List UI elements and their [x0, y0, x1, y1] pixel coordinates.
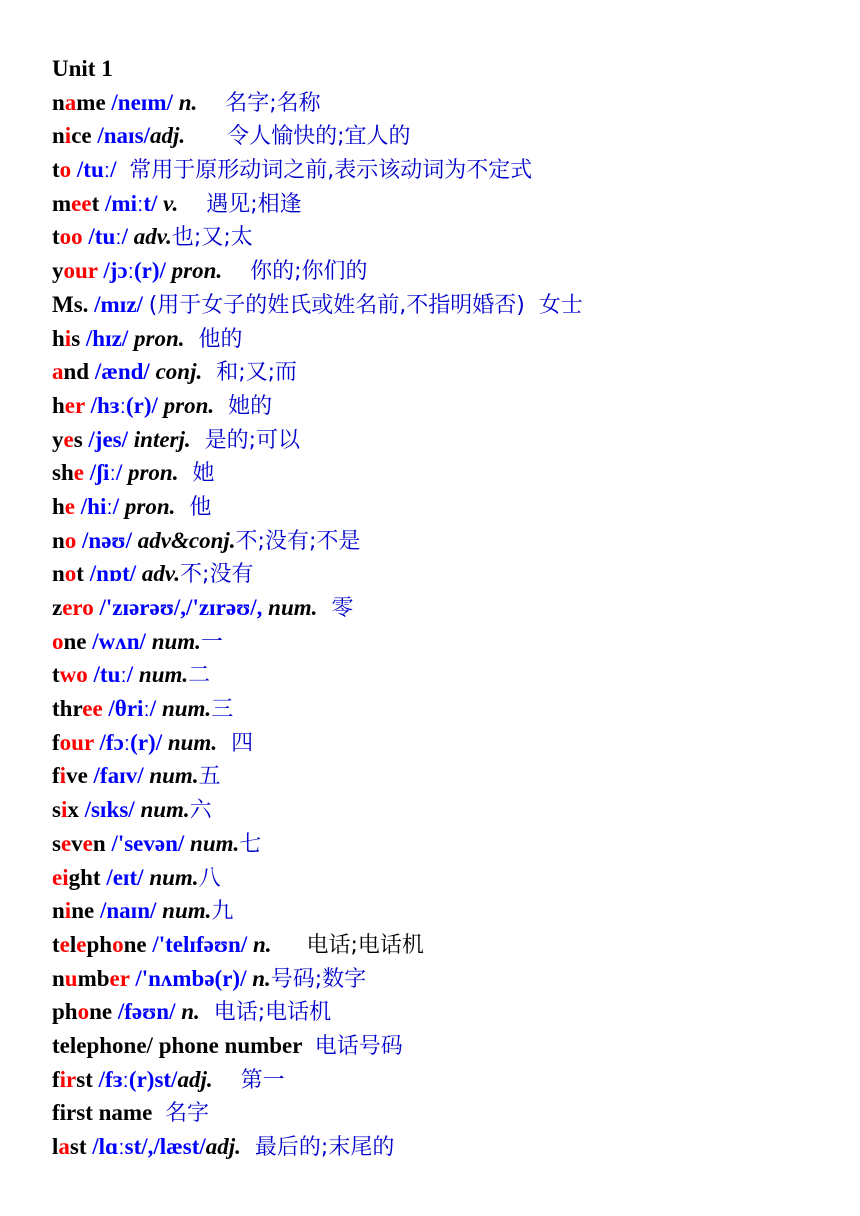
part-of-speech: num. — [162, 898, 212, 924]
highlighted-letters: wo — [59, 662, 88, 688]
phonetic: /tuː/ — [76, 157, 123, 183]
vocab-entry — [52, 995, 852, 1029]
word-part: f — [52, 729, 60, 755]
phonetic: /lɑːst/,/læst/ — [92, 1134, 206, 1159]
vocab-entry — [52, 322, 852, 356]
highlighted-letters: ee — [82, 696, 103, 722]
word-part: n — [92, 830, 112, 856]
vocab-entry — [52, 86, 852, 120]
vocab-entry — [52, 928, 852, 962]
phonetic: /'zɪərəʊ/,/'zɪrəʊ/, — [99, 595, 269, 620]
word-part: x — [67, 797, 85, 823]
phonetic: /ʃiː/ — [89, 460, 128, 486]
part-of-speech: num. — [138, 662, 189, 688]
phonetic: /naɪs/ — [97, 123, 150, 149]
highlighted-letters: a — [58, 1134, 70, 1159]
word-part: thr — [52, 696, 83, 722]
definition: 三 — [211, 697, 234, 723]
phonetic: /jɔː(r)/ — [103, 258, 172, 284]
highlighted-letters: our — [59, 729, 94, 755]
word-part: h — [52, 325, 65, 351]
highlighted-letters: o — [112, 931, 124, 957]
part-of-speech: num. — [149, 763, 199, 789]
word-part: s — [52, 830, 61, 856]
definition: 五 — [198, 764, 221, 790]
word-part: s — [52, 797, 61, 823]
part-of-speech: adj. — [205, 1134, 241, 1159]
part-of-speech: adv. — [141, 561, 181, 587]
word-part: ph — [52, 999, 78, 1025]
word-part: sh — [52, 460, 74, 486]
highlighted-letters: ee — [71, 190, 92, 216]
vocabulary-document — [52, 52, 852, 1164]
part-of-speech: adv&conj. — [137, 527, 236, 553]
vocab-entry — [52, 389, 852, 423]
highlighted-letters: ir — [59, 1066, 77, 1092]
phonetic: /'telɪfəʊn/ — [152, 931, 253, 957]
word-part: n — [52, 898, 65, 924]
part-of-speech: n. — [252, 965, 271, 991]
definition: 常用于原形动词之前,表示该动词为不定式 — [122, 158, 533, 184]
vocab-entry — [52, 355, 852, 389]
vocab-entry — [52, 793, 852, 827]
word-part: t — [52, 931, 60, 957]
phonetic: /fəʊn/ — [117, 999, 182, 1025]
part-of-speech: pron. — [134, 325, 185, 351]
vocab-entry — [52, 658, 852, 692]
vocab-entry — [52, 827, 852, 861]
part-of-speech: adj. — [150, 123, 186, 149]
highlighted-letters: i — [59, 763, 67, 789]
highlighted-letters: ero — [62, 595, 94, 620]
phonetic: /faɪv/ — [93, 763, 150, 789]
highlighted-letters: oo — [59, 224, 83, 250]
phonetic: /neɪm/ — [111, 89, 179, 115]
phonetic: /hɪz/ — [85, 325, 135, 351]
vocab-entry — [52, 1130, 852, 1164]
definition: 电话;电话机 — [271, 932, 424, 958]
highlighted-letters: e — [76, 931, 87, 957]
phonetic: /'nʌmbə(r)/ — [135, 965, 253, 991]
word-part: nd — [63, 359, 95, 385]
phonetic: /tuː/ — [93, 662, 139, 688]
highlighted-letters: o — [64, 561, 77, 587]
vocab-entry — [52, 490, 852, 524]
word-part: h — [52, 493, 65, 519]
definition: 她的 — [214, 393, 273, 419]
word-part: y — [52, 426, 64, 452]
vocabulary-list — [52, 86, 852, 1164]
word-part: ne — [89, 999, 118, 1025]
word-part: me — [76, 89, 112, 115]
part-of-speech: adj. — [177, 1066, 213, 1092]
definition: 七 — [239, 831, 262, 857]
highlighted-letters: our — [63, 258, 98, 284]
vocab-entry — [52, 557, 852, 591]
definition: 第一 — [212, 1067, 285, 1093]
part-of-speech: pron. — [124, 493, 176, 519]
highlighted-letters: o — [77, 999, 90, 1025]
vocab-entry — [52, 288, 852, 322]
vocab-entry — [52, 524, 852, 558]
word-part: ne — [123, 931, 153, 957]
highlighted-letters: e — [82, 830, 93, 856]
phonetic: /mɪz/ — [94, 291, 149, 317]
definition: 遇见;相逢 — [178, 191, 302, 217]
definition: 一 — [200, 629, 223, 655]
word-part: s — [71, 325, 86, 351]
definition: 八 — [198, 865, 221, 891]
definition: 你的;你们的 — [222, 259, 368, 285]
phonetic: /naɪn/ — [99, 898, 163, 924]
word-part: h — [52, 392, 65, 418]
word-part: ph — [86, 931, 113, 957]
phonetic: /wʌn/ — [92, 628, 152, 654]
highlighted-letters: a — [52, 359, 64, 385]
part-of-speech: num. — [190, 830, 240, 856]
highlighted-letters: e — [73, 460, 84, 486]
phonetic: /eɪt/ — [106, 864, 150, 890]
word-part: f — [52, 763, 60, 789]
definition: 九 — [211, 899, 234, 925]
vocab-entry — [52, 591, 852, 625]
word-part: y — [52, 258, 64, 284]
definition: 他的 — [184, 326, 243, 352]
phonetic: /jes/ — [88, 426, 134, 452]
definition: 不;没有;不是 — [235, 528, 361, 554]
word-part: s — [73, 426, 89, 452]
part-of-speech: num. — [167, 729, 218, 755]
word-part: ne — [63, 628, 93, 654]
part-of-speech: v. — [163, 190, 179, 216]
highlighted-letters: o — [64, 527, 77, 553]
vocab-entry — [52, 220, 852, 254]
vocab-entry — [52, 692, 852, 726]
phonetic: /fɔː(r)/ — [99, 729, 168, 755]
word-part: t — [52, 662, 60, 688]
highlighted-letters: ei — [52, 864, 69, 890]
word-part: m — [52, 190, 72, 216]
definition: 最后的;末尾的 — [240, 1135, 395, 1160]
definition: 令人愉快的;宜人的 — [185, 124, 411, 150]
definition: 和;又;而 — [202, 360, 298, 386]
phonetic: /ænd/ — [94, 359, 156, 385]
definition: 不;没有 — [180, 562, 254, 588]
definition: 电话;电话机 — [199, 1000, 332, 1026]
word-part: f — [52, 1066, 60, 1092]
word-part: n — [52, 965, 65, 991]
part-of-speech: pron. — [127, 460, 179, 486]
word-part: z — [52, 595, 63, 620]
part-of-speech: num. — [151, 628, 201, 654]
vocab-entry — [52, 1029, 852, 1063]
word-part: ce — [71, 123, 98, 149]
vocab-entry — [52, 456, 852, 490]
definition: 也;又;太 — [171, 225, 253, 251]
phonetic: /hɜː(r)/ — [90, 392, 164, 418]
word-part: mb — [77, 965, 110, 991]
definition: 名字 — [158, 1101, 210, 1127]
highlighted-letters: i — [64, 123, 72, 149]
part-of-speech: num. — [140, 797, 190, 823]
vocab-entry — [52, 726, 852, 760]
word-part: Ms. — [52, 291, 95, 317]
highlighted-letters: i — [60, 797, 68, 823]
word-part: n — [52, 89, 65, 115]
phonetic: /tuː/ — [88, 224, 134, 250]
highlighted-letters: i — [64, 325, 72, 351]
vocab-entry — [52, 423, 852, 457]
part-of-speech: num. — [268, 595, 318, 620]
word-part: t — [52, 224, 60, 250]
word-part: ght — [68, 864, 107, 890]
definition: 零 — [317, 596, 354, 621]
phonetic: /sɪks/ — [84, 797, 141, 823]
part-of-speech: interj. — [133, 426, 191, 452]
part-of-speech: pron. — [163, 392, 215, 418]
vocab-entry — [52, 187, 852, 221]
highlighted-letters: e — [63, 426, 74, 452]
word-part: st — [76, 1066, 99, 1092]
part-of-speech: conj. — [155, 359, 203, 385]
phonetic: /'sevən/ — [111, 830, 191, 856]
phonetic: /miːt/ — [105, 190, 164, 216]
part-of-speech: n. — [181, 999, 200, 1025]
part-of-speech: adv. — [133, 224, 172, 250]
highlighted-letters: e — [64, 493, 76, 519]
word-part: telephone/ phone number — [52, 1032, 308, 1058]
vocab-entry — [52, 119, 852, 153]
highlighted-letters: a — [64, 89, 77, 115]
word-part: t — [52, 157, 60, 183]
vocab-entry — [52, 153, 852, 187]
highlighted-letters: o — [59, 157, 72, 183]
phonetic: /nɒt/ — [89, 561, 142, 587]
unit-title: Unit 1 — [52, 56, 113, 81]
word-part: n — [52, 527, 65, 553]
definition: 号码;数字 — [270, 966, 367, 992]
highlighted-letters: o — [52, 628, 64, 654]
highlighted-letters: er — [109, 965, 130, 991]
phonetic: /nəʊ/ — [82, 527, 138, 553]
highlighted-letters: e — [59, 931, 70, 957]
word-part: t — [76, 561, 90, 587]
definition: 二 — [188, 663, 211, 689]
vocab-entry — [52, 962, 852, 996]
part-of-speech: num. — [149, 864, 199, 890]
definition: 六 — [189, 798, 212, 824]
vocab-entry — [52, 625, 852, 659]
definition: 名字;名称 — [197, 90, 321, 116]
phonetic: /hiː/ — [80, 493, 125, 519]
word-part: n — [52, 561, 65, 587]
word-part: t — [91, 190, 106, 216]
vocab-entry — [52, 759, 852, 793]
vocab-entry — [52, 254, 852, 288]
vocab-entry — [52, 1096, 852, 1130]
definition: 是的;可以 — [190, 427, 301, 453]
word-part: n — [52, 123, 65, 149]
definition: 四 — [217, 730, 254, 756]
vocab-entry — [52, 1063, 852, 1097]
highlighted-letters: e — [60, 830, 72, 856]
phonetic: /fɜː(r)st/ — [98, 1066, 178, 1092]
vocab-entry — [52, 894, 852, 928]
highlighted-letters: er — [64, 392, 85, 418]
definition: (用于女子的姓氏或姓名前,不指明婚否) 女士 — [148, 292, 583, 318]
word-part: v — [71, 830, 83, 856]
word-part: ve — [66, 763, 94, 789]
word-part: st — [69, 1134, 93, 1159]
definition: 她 — [178, 461, 215, 487]
part-of-speech: n. — [253, 931, 272, 957]
part-of-speech: pron. — [171, 258, 223, 284]
part-of-speech: num. — [161, 696, 212, 722]
definition: 他 — [175, 494, 212, 520]
phonetic: /θriː/ — [108, 696, 162, 722]
word-part: l — [52, 1134, 59, 1159]
part-of-speech: n. — [178, 89, 198, 115]
highlighted-letters: i — [64, 898, 72, 924]
word-part: ne — [71, 898, 100, 924]
word-part: l — [69, 931, 77, 957]
vocab-entry — [52, 861, 852, 895]
word-part: first name — [52, 1100, 159, 1126]
definition: 电话号码 — [307, 1033, 403, 1059]
highlighted-letters: u — [64, 965, 78, 991]
